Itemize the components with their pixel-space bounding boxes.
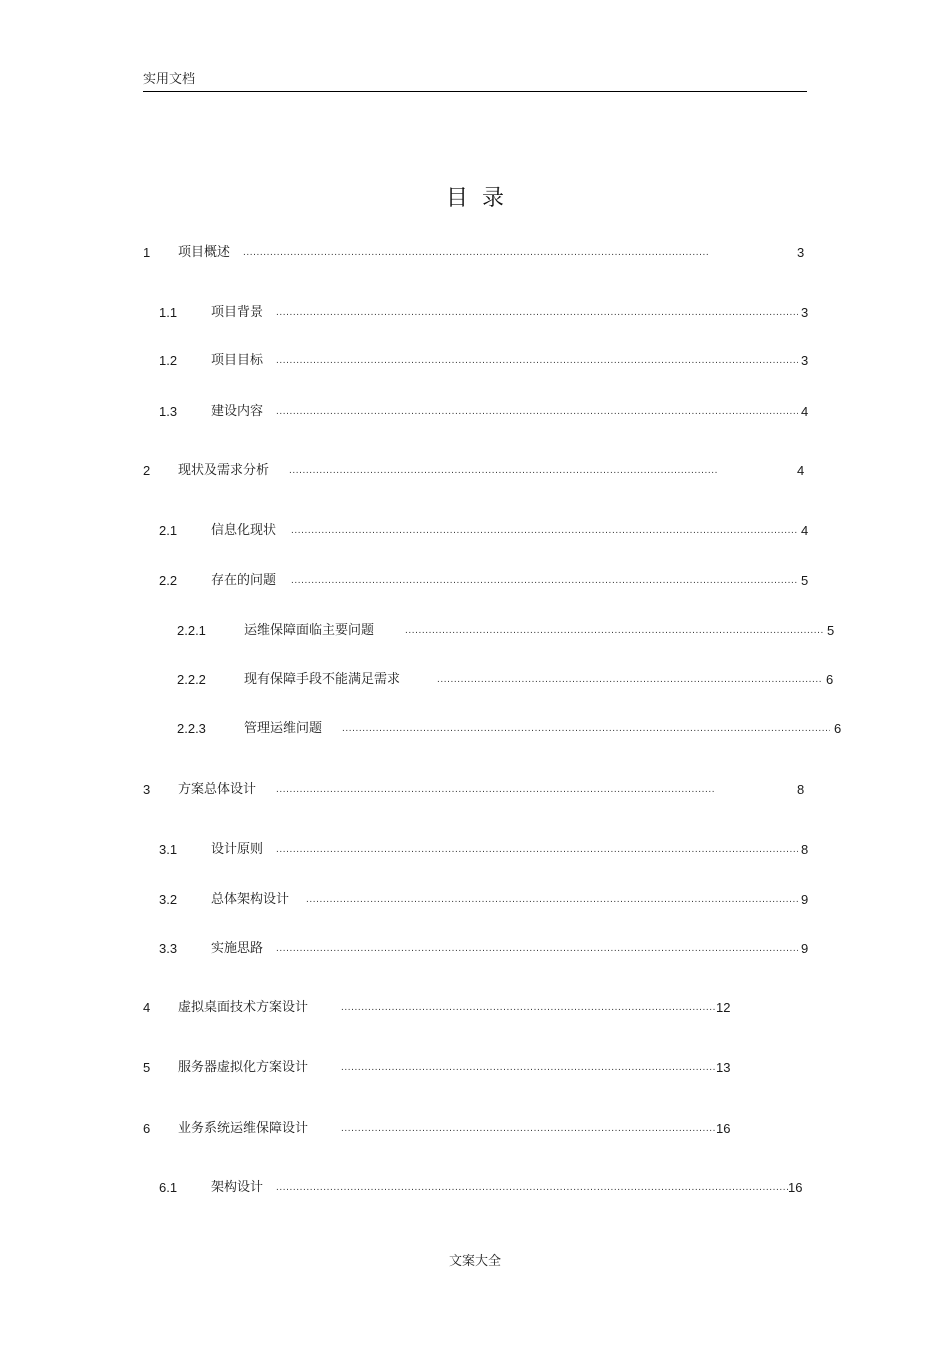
toc-entry[interactable] — [0, 1119, 950, 1139]
toc-entry-page-number: 9 — [801, 941, 809, 956]
toc-entry-number: 3.2 — [159, 892, 178, 907]
toc-entry-title: 实施思路 — [211, 941, 264, 956]
toc-entry-leader-dots — [276, 303, 798, 323]
toc-entry-title: 虚拟桌面技术方案设计 — [178, 1000, 309, 1015]
toc-entry[interactable] — [0, 1058, 950, 1078]
toc-entry-number: 3.1 — [159, 842, 178, 857]
toc-entry-leader-dots — [341, 998, 716, 1018]
toc-entry-leader-dots — [291, 521, 798, 541]
toc-entry[interactable] — [0, 840, 950, 860]
toc-entry-number: 2.2.1 — [177, 623, 206, 638]
toc-entry[interactable] — [0, 571, 950, 591]
header-rule — [143, 91, 807, 92]
toc-entry-page-number: 9 — [801, 892, 809, 907]
toc-entry-leader-dots — [306, 890, 798, 910]
toc-entry-page-number: 5 — [827, 623, 835, 638]
toc-entry-number: 6.1 — [159, 1180, 178, 1195]
toc-entry-leader-dots — [276, 939, 798, 959]
toc-entry[interactable] — [0, 243, 950, 263]
toc-entry-leader-dots — [405, 621, 824, 641]
toc-entry-title: 运维保障面临主要问题 — [244, 623, 375, 638]
toc-entry-number: 1 — [143, 245, 151, 260]
toc-entry-title: 现状及需求分析 — [178, 463, 270, 478]
toc-entry-page-number: 4 — [801, 523, 809, 538]
toc-entry-number: 2.2 — [159, 573, 178, 588]
toc-entry-number: 5 — [143, 1060, 151, 1075]
toc-entry-number: 3 — [143, 782, 151, 797]
toc-entry-title: 信息化现状 — [211, 523, 277, 538]
toc-entry-leader-dots — [276, 351, 798, 371]
toc-entry[interactable] — [0, 621, 950, 641]
toc-entry-leader-dots — [341, 1119, 716, 1139]
toc-entry[interactable] — [0, 998, 950, 1018]
toc-entry-number: 2.2.2 — [177, 672, 206, 687]
page-header-text: 实用文档 — [143, 72, 196, 87]
toc-entry-title: 项目目标 — [211, 353, 264, 368]
toc-entry-page-number: 5 — [801, 573, 809, 588]
toc-entry-leader-dots — [437, 670, 823, 690]
toc-entry[interactable] — [0, 521, 950, 541]
toc-entry[interactable] — [0, 670, 950, 690]
toc-entry-number: 6 — [143, 1121, 151, 1136]
page-footer-text: 文案大全 — [448, 1254, 501, 1269]
toc-entry-page-number: 3 — [801, 353, 809, 368]
toc-entry-title: 设计原则 — [211, 842, 264, 857]
toc-entry-title: 方案总体设计 — [178, 782, 257, 797]
toc-entry-page-number: 6 — [834, 721, 842, 736]
toc-entry-title: 架构设计 — [211, 1180, 264, 1195]
toc-entry-page-number: 12 — [716, 1000, 731, 1015]
toc-entry-title: 服务器虚拟化方案设计 — [178, 1060, 309, 1075]
toc-entry-number: 4 — [143, 1000, 151, 1015]
toc-title: 目录 — [445, 186, 518, 211]
toc-entry-number: 2 — [143, 463, 151, 478]
toc-entry[interactable] — [0, 303, 950, 323]
toc-entry-number: 2.2.3 — [177, 721, 206, 736]
toc-entry-title: 管理运维问题 — [244, 721, 323, 736]
toc-entry[interactable] — [0, 780, 950, 800]
toc-entry-page-number: 4 — [801, 404, 809, 419]
toc-entry-title: 业务系统运维保障设计 — [178, 1121, 309, 1136]
toc-entry-page-number: 8 — [797, 782, 805, 797]
toc-entry-number: 1.1 — [159, 305, 178, 320]
toc-entry-title: 存在的问题 — [211, 573, 277, 588]
toc-entry-title: 项目概述 — [178, 245, 231, 260]
toc-entry-leader-dots — [276, 780, 714, 800]
toc-entry-title: 项目背景 — [211, 305, 264, 320]
toc-entry[interactable] — [0, 939, 950, 959]
toc-entry-title: 建设内容 — [211, 404, 264, 419]
toc-entry-number: 3.3 — [159, 941, 178, 956]
toc-entry[interactable] — [0, 461, 950, 481]
toc-entry-leader-dots — [342, 719, 830, 739]
toc-entry-leader-dots — [276, 1178, 788, 1198]
toc-entry[interactable] — [0, 890, 950, 910]
toc-entry-leader-dots — [341, 1058, 716, 1078]
toc-entry-title: 现有保障手段不能满足需求 — [244, 672, 401, 687]
toc-entry-page-number: 13 — [716, 1060, 731, 1075]
toc-entry-page-number: 4 — [797, 463, 805, 478]
toc-entry-page-number: 16 — [716, 1121, 731, 1136]
toc-entry-leader-dots — [243, 243, 708, 263]
toc-entry[interactable] — [0, 1178, 950, 1198]
toc-entry-leader-dots — [276, 840, 798, 860]
toc-entry-page-number: 8 — [801, 842, 809, 857]
toc-entry[interactable] — [0, 719, 950, 739]
toc-entry-leader-dots — [291, 571, 798, 591]
toc-entry-page-number: 6 — [826, 672, 834, 687]
toc-entry-leader-dots — [289, 461, 717, 481]
toc-entry[interactable] — [0, 402, 950, 422]
toc-entry-number: 1.2 — [159, 353, 178, 368]
toc-entry-page-number: 16 — [788, 1180, 803, 1195]
toc-entry-number: 2.1 — [159, 523, 178, 538]
toc-entry-number: 1.3 — [159, 404, 178, 419]
toc-entry-title: 总体架构设计 — [211, 892, 290, 907]
toc-entry-leader-dots — [276, 402, 798, 422]
toc-entry-page-number: 3 — [797, 245, 805, 260]
toc-entry[interactable] — [0, 351, 950, 371]
toc-entry-page-number: 3 — [801, 305, 809, 320]
